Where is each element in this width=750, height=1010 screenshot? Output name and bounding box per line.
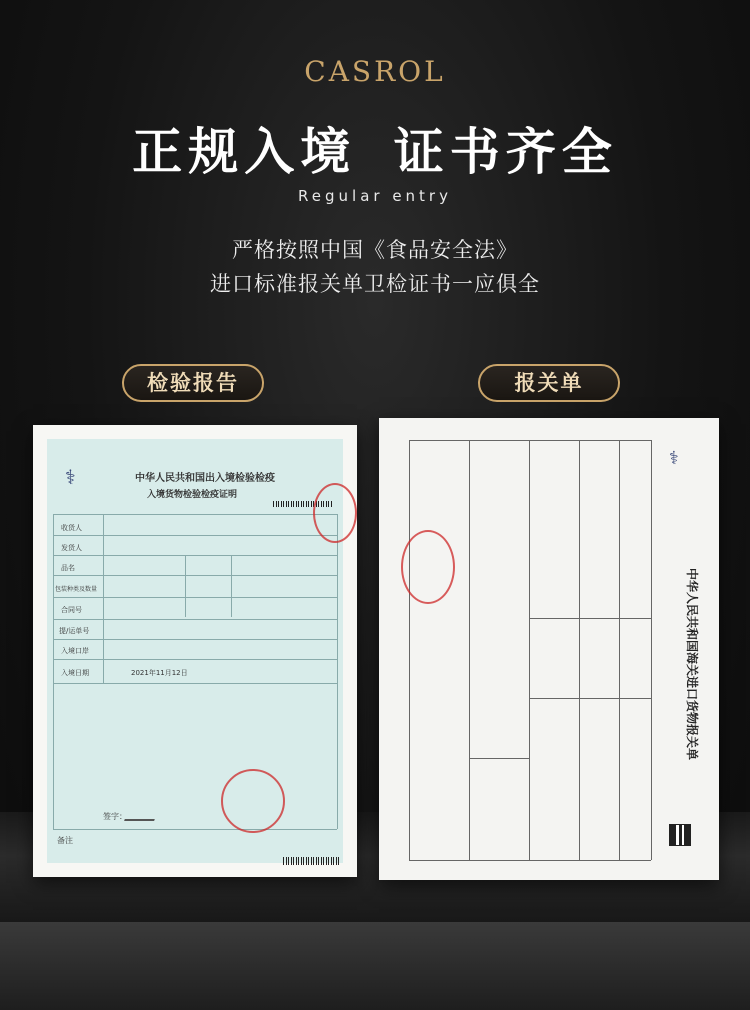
table-line (619, 440, 620, 860)
row-label-port: 入境口岸 (61, 647, 89, 655)
description-line-2: 进口标准报关单卫检证书一应俱全 (210, 272, 540, 296)
emblem-icon: ⚕ (65, 465, 76, 489)
declaration-title: 中华人民共和国海关进口货物报关单 (685, 568, 699, 761)
table-line (185, 555, 186, 617)
row-label-consignee: 收货人 (61, 524, 82, 532)
brand-logo: CASROL (304, 55, 446, 88)
row-label-packing: 包装种类及数量 (55, 586, 98, 593)
table-line (469, 758, 529, 759)
signature-label: 签字： (103, 812, 127, 821)
table-line (529, 440, 530, 860)
row-label-date: 入境日期 (61, 669, 89, 677)
barcode-bottom (283, 857, 339, 865)
floor (0, 922, 750, 1010)
customs-declaration (379, 418, 719, 880)
table-line (409, 860, 651, 861)
table-line (231, 555, 232, 617)
inspection-report-label: 检验报告 (122, 364, 264, 402)
official-stamp (221, 769, 285, 833)
row-label-product: 品名 (61, 564, 75, 572)
description (0, 233, 750, 301)
declaration-stamp (401, 530, 455, 604)
row-label-contract: 合同号 (61, 606, 82, 614)
inspection-certificate (33, 425, 357, 877)
page-subtitle: Regular entry (298, 187, 452, 205)
row-label-consignor: 发货人 (61, 544, 82, 552)
table-line (53, 555, 337, 556)
table-line (53, 829, 337, 830)
table-line (469, 440, 470, 860)
row-label-bill: 提/运单号 (59, 627, 90, 635)
table-line (53, 535, 337, 536)
table-line (409, 440, 410, 860)
table-line (53, 514, 54, 829)
table-line (53, 597, 337, 598)
page-title: 正规入境 证书齐全 (132, 123, 618, 181)
table-line (53, 683, 337, 684)
remark-label: 备注 (57, 836, 73, 845)
customs-declaration-label: 报关单 (478, 364, 620, 402)
table-line (579, 440, 580, 860)
table-line (529, 618, 651, 619)
table-line (53, 575, 337, 576)
certificate-header: 中华人民共和国出入境检验检疫 (135, 473, 275, 484)
table-line (651, 440, 652, 860)
table-line (53, 514, 337, 515)
entry-date-value: 2021年11月12日 (131, 669, 188, 677)
table-line (53, 619, 337, 620)
description-line-1: 严格按照中国《食品安全法》 (232, 238, 518, 262)
signature (124, 805, 160, 821)
table-line (53, 639, 337, 640)
certificate-title: 入境货物检验检疫证明 (147, 490, 238, 500)
table-line (337, 514, 338, 829)
table-line (409, 440, 651, 441)
qr-code-icon (669, 824, 691, 846)
official-stamp-top (313, 483, 357, 543)
table-line (53, 659, 337, 660)
table-line (103, 514, 104, 683)
certificate-paper (47, 439, 343, 863)
emblem-icon: ⚕ (669, 448, 679, 469)
table-line (529, 698, 651, 699)
